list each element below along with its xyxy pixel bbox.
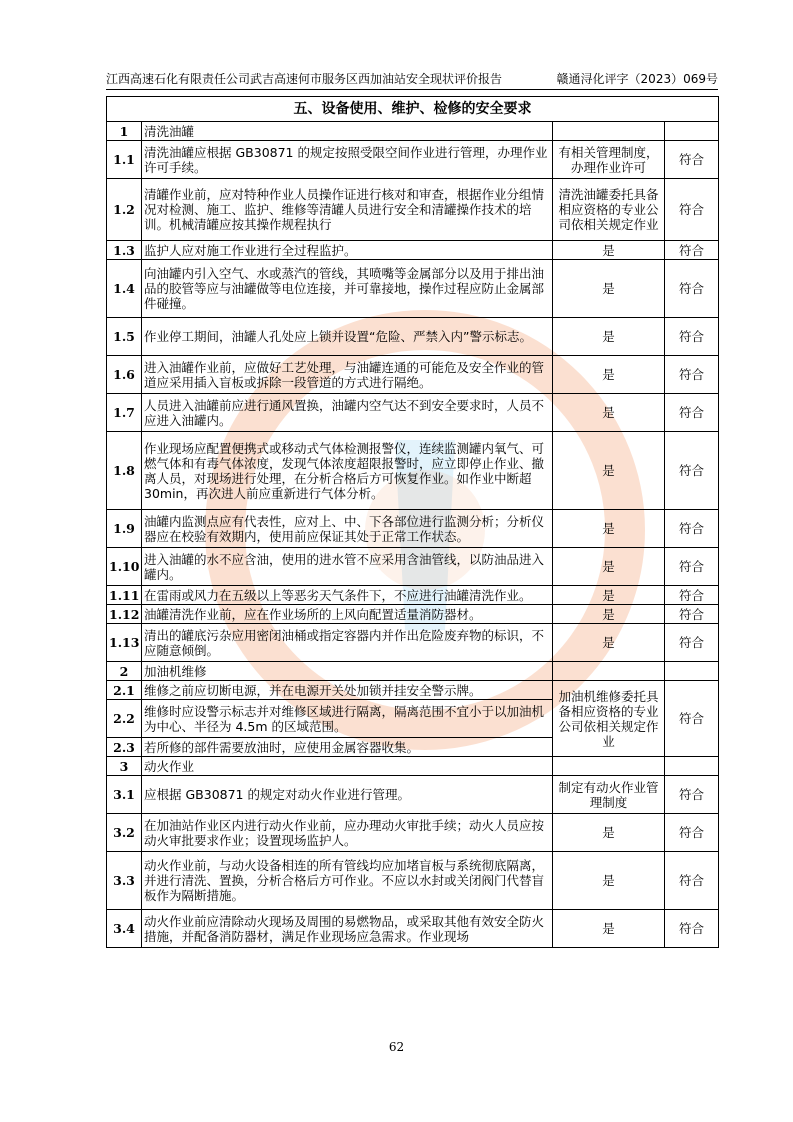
row-requirement: 清出的罐底污杂应用密闭油桶或指定容器内并作出危险废弃物的标识，不应随意倾倒。 xyxy=(142,624,553,662)
table-row xyxy=(107,624,719,662)
row-result: 符合 xyxy=(665,394,719,432)
row-result: 符合 xyxy=(665,432,719,510)
row-result: 符合 xyxy=(665,776,719,814)
report-title: 江西高速石化有限责任公司武吉高速何市服务区西加油站安全现状评价报告 xyxy=(106,72,503,86)
row-result: 符合 xyxy=(665,510,719,548)
table-row xyxy=(107,814,719,852)
row-requirement: 人员进入油罐前应进行通风置换，油罐内空气达不到安全要求时，人员不应进入油罐内。 xyxy=(142,394,553,432)
row-status: 是 xyxy=(553,432,665,510)
table-title-row xyxy=(107,97,719,122)
row-requirement: 进入油罐的水不应含油，使用的进水管不应采用含油管线，以防油品进入罐内。 xyxy=(142,548,553,586)
table-row xyxy=(107,394,719,432)
row-requirement: 油罐内监测点应有代表性，应对上、中、下各部位进行监测分析；分析仪器应在校验有效期内，使用前应保证其处于正常工作状态。 xyxy=(142,510,553,548)
row-requirement: 动火作业前，与动火设备相连的所有管线均应加堵盲板与系统彻底隔离，并进行清洗、置换，分析合格后方可作业。不应以水封或关闭阀门代替盲板作为隔断措施。 xyxy=(142,852,553,910)
section-row xyxy=(107,662,719,681)
row-result: 符合 xyxy=(665,605,719,624)
row-status: 加油机维修委托具备相应资格的专业公司依相关规定作业 xyxy=(553,681,665,757)
row-result: 符合 xyxy=(665,624,719,662)
row-requirement: 作业停工期间，油罐人孔处应上锁并设置“危险、严禁入内”警示标志。 xyxy=(142,318,553,356)
page-number: 62 xyxy=(388,1040,405,1054)
row-num: 2.3 xyxy=(107,738,142,757)
header-rule xyxy=(106,89,718,90)
row-requirement: 作业现场应配置便携式或移动式气体检测报警仪，连续监测罐内氧气、可燃气体和有毒气体浓度，发现气体浓度超限报警时，应立即停止作业、撤离人员，对现场进行处理，在分析合格后方可恢复作业。如作业中断超 30min，再次进人前应重新进行气体分析。 xyxy=(142,432,553,510)
row-num: 2.2 xyxy=(107,700,142,738)
row-num: 1.3 xyxy=(107,241,142,260)
table-row xyxy=(107,432,719,510)
table-row xyxy=(107,605,719,624)
row-num: 1.4 xyxy=(107,260,142,318)
row-requirement: 清洗油罐应根据 GB30871 的规定按照受限空间作业进行管理，办理作业许可手续。 xyxy=(142,141,553,179)
row-result: 符合 xyxy=(665,179,719,241)
row-result: 符合 xyxy=(665,681,719,757)
row-requirement: 若所修的部件需要放油时，应使用金属容器收集。 xyxy=(142,738,553,757)
row-status: 是 xyxy=(553,356,665,394)
row-requirement: 在加油站作业区内进行动火作业前，应办理动火审批手续；动火人员应按动火审批要求作业；设置现场监护人。 xyxy=(142,814,553,852)
row-num: 3.2 xyxy=(107,814,142,852)
row-num: 3.4 xyxy=(107,910,142,948)
section-name: 清洗油罐 xyxy=(142,122,553,141)
row-status: 制定有动火作业管理制度 xyxy=(553,776,665,814)
row-requirement: 动火作业前应清除动火现场及周围的易燃物品，或采取其他有效安全防火措施，并配备消防器材，满足作业现场应急需求。作业现场 xyxy=(142,910,553,948)
section-name: 加油机维修 xyxy=(142,662,553,681)
row-result: 符合 xyxy=(665,852,719,910)
row-num: 1.1 xyxy=(107,141,142,179)
table-row xyxy=(107,548,719,586)
table-row xyxy=(107,776,719,814)
row-requirement: 维修之前应切断电源，并在电源开关处加锁并挂安全警示牌。 xyxy=(142,681,553,700)
row-requirement: 清罐作业前，应对特种作业人员操作证进行核对和审查，根据作业分组情况对检测、施工、监护、维修等清罐人员进行安全和清罐操作技术的培训。机械清罐应按其操作规程执行 xyxy=(142,179,553,241)
row-status: 是 xyxy=(553,260,665,318)
table-row xyxy=(107,681,719,700)
row-status: 是 xyxy=(553,624,665,662)
row-requirement: 油罐清洗作业前，应在作业场所的上风向配置适量消防器材。 xyxy=(142,605,553,624)
report-number: 赣通浔化评字（2023）069号 xyxy=(556,72,718,86)
row-result: 符合 xyxy=(665,141,719,179)
row-num: 1.6 xyxy=(107,356,142,394)
safety-requirements-table xyxy=(106,96,719,948)
row-status: 是 xyxy=(553,548,665,586)
row-result: 符合 xyxy=(665,318,719,356)
row-num: 3.1 xyxy=(107,776,142,814)
section-row xyxy=(107,122,719,141)
row-status: 是 xyxy=(553,814,665,852)
row-num: 1.9 xyxy=(107,510,142,548)
row-num: 1.10 xyxy=(107,548,142,586)
table-row xyxy=(107,179,719,241)
table-row xyxy=(107,510,719,548)
row-num: 1.13 xyxy=(107,624,142,662)
section-row xyxy=(107,757,719,776)
page-header xyxy=(106,70,718,88)
table-row xyxy=(107,910,719,948)
section-num: 1 xyxy=(107,122,142,141)
row-requirement: 在雷雨或风力在五级以上等恶劣天气条件下，不应进行油罐清洗作业。 xyxy=(142,586,553,605)
row-status: 是 xyxy=(553,852,665,910)
row-result: 符合 xyxy=(665,910,719,948)
section-num: 3 xyxy=(107,757,142,776)
row-status: 是 xyxy=(553,910,665,948)
row-result: 符合 xyxy=(665,814,719,852)
row-status: 清洗油罐委托具备相应资格的专业公司依相关规定作业 xyxy=(553,179,665,241)
table-row xyxy=(107,586,719,605)
table-row xyxy=(107,241,719,260)
row-num: 3.3 xyxy=(107,852,142,910)
table-row xyxy=(107,852,719,910)
section-name: 动火作业 xyxy=(142,757,553,776)
row-status: 是 xyxy=(553,605,665,624)
row-num: 1.8 xyxy=(107,432,142,510)
row-result: 符合 xyxy=(665,586,719,605)
row-status: 是 xyxy=(553,318,665,356)
row-num: 1.12 xyxy=(107,605,142,624)
row-result: 符合 xyxy=(665,356,719,394)
row-num: 1.7 xyxy=(107,394,142,432)
row-status: 有相关管理制度，办理作业许可 xyxy=(553,141,665,179)
table-row xyxy=(107,356,719,394)
row-requirement: 维修时应设警示标志并对维修区域进行隔离，隔离范围不宜小于以加油机为中心、半径为 4.5m 的区域范围。 xyxy=(142,700,553,738)
row-result: 符合 xyxy=(665,260,719,318)
section-num: 2 xyxy=(107,662,142,681)
row-status: 是 xyxy=(553,394,665,432)
table-row xyxy=(107,141,719,179)
row-num: 1.2 xyxy=(107,179,142,241)
row-status: 是 xyxy=(553,586,665,605)
row-requirement: 进入油罐作业前，应做好工艺处理，与油罐连通的可能危及安全作业的管道应采用插入盲板或拆除一段管道的方式进行隔绝。 xyxy=(142,356,553,394)
row-num: 1.5 xyxy=(107,318,142,356)
table-title: 五、设备使用、维护、检修的安全要求 xyxy=(107,97,719,122)
row-requirement: 向油罐内引入空气、水或蒸汽的管线，其喷嘴等金属部分以及用于排出油品的胶管等应与油罐做等电位连接，并可靠接地，操作过程应防止金属部件碰撞。 xyxy=(142,260,553,318)
row-status: 是 xyxy=(553,510,665,548)
row-requirement: 监护人应对施工作业进行全过程监护。 xyxy=(142,241,553,260)
row-status: 是 xyxy=(553,241,665,260)
row-num: 2.1 xyxy=(107,681,142,700)
table-row xyxy=(107,260,719,318)
row-result: 符合 xyxy=(665,241,719,260)
table-row xyxy=(107,318,719,356)
row-result: 符合 xyxy=(665,548,719,586)
row-requirement: 应根据 GB30871 的规定对动火作业进行管理。 xyxy=(142,776,553,814)
row-num: 1.11 xyxy=(107,586,142,605)
